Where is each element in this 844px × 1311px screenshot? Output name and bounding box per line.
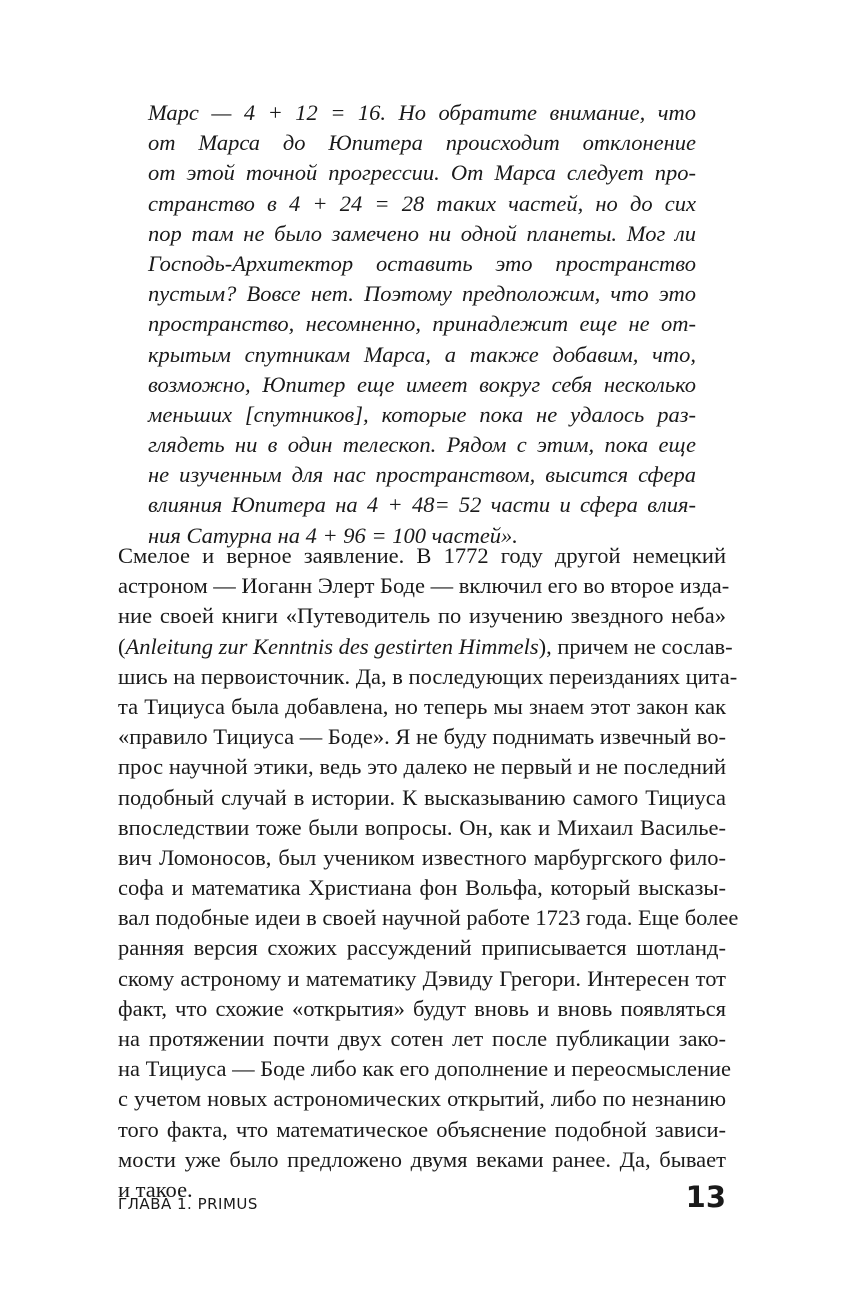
quote-line: крытым спутникам Марса, а также добавим, что, xyxy=(148,341,696,367)
page-number: 13 xyxy=(685,1180,726,1214)
quote-line: пор там не было замечено ни одной планеты. Мог ли xyxy=(148,220,696,246)
quote-line: пустым? Вовсе нет. Поэтому предположим, что это xyxy=(148,281,696,307)
paren-open: ( xyxy=(118,633,126,659)
paragraph-line: «правило Тициуса — Боде». Я не буду поднимать извечный во- xyxy=(118,724,726,750)
paragraph-line: софа и математика Христиана фон Вольфа, который высказы- xyxy=(118,875,726,901)
paragraph-line: на протяжении почти двух сотен лет после публикации зако- xyxy=(118,1026,726,1051)
quote-line: Господь-Архитектор оставить это пространство xyxy=(148,250,696,276)
quote-line: Марс — 4 + 12 = 16. Но обратите внимание, что xyxy=(148,100,696,125)
paragraph-line xyxy=(118,541,726,571)
quote-line: глядеть ни в один телескоп. Рядом с этим, пока еще xyxy=(148,432,696,458)
paragraph-line: ние своей книги «Путеводитель по изучению звездного неба» xyxy=(118,603,726,629)
paragraph-line xyxy=(118,632,733,662)
paragraph-line: впоследствии тоже были вопросы. Он, как и Михаил Васильe- xyxy=(118,814,726,840)
paragraph-line: на Тициуса — Боде либо как его дополнение и переосмысление xyxy=(118,1056,732,1082)
paragraph-line: вич Ломоносов, был учеником известного марбургского фило- xyxy=(118,844,726,870)
paragraph-line: прос научной этики, ведь это далеко не первый и не последний xyxy=(118,754,726,780)
paragraph-line: та Тициуса была добавлена, но теперь мы знаем этот закон как xyxy=(118,693,726,719)
quote-line: странство в 4 + 24 = 28 таких частей, но до сих xyxy=(148,190,696,216)
paragraph-line: ранняя версия схожих рассуждений приписывается шотланд- xyxy=(118,935,726,961)
paragraph-line: с учетом новых астрономических открытий, либо по незнанию xyxy=(118,1086,726,1112)
quote-line: меньших [спутников], которые пока не удалось раз- xyxy=(148,401,696,427)
running-footer-chapter: ГЛАВА 1. PRIMUS xyxy=(118,1195,258,1213)
paragraph-line: факт, что схожие «открытия» будут вновь и вновь появляться xyxy=(118,995,726,1021)
paragraph-line: того факта, что математическое объяснение подобной зависи- xyxy=(118,1116,726,1142)
paren-close-text: ), причем не сослав- xyxy=(538,633,733,659)
quote-line: влияния Юпитера на 4 + 48= 52 части и сфера влия- xyxy=(148,492,696,518)
paragraph-line: вал подобные идеи в своей научной работе 1723 года. Еще более xyxy=(118,905,739,931)
paragraph-line: и такое. xyxy=(118,1176,193,1202)
body-paragraph xyxy=(118,541,739,1205)
quote-line: от этой точной прогрессии. От Марса следует про- xyxy=(148,160,696,186)
paragraph-first-line: Смелое и верное заявление. В 1772 году другой немецкий xyxy=(118,543,726,568)
paragraph-line: скому астроному и математику Дэвиду Грегори. Интересен тот xyxy=(118,965,726,991)
book-title-german: Anleitung zur Kenntnis des gestirten Himmels xyxy=(125,633,539,659)
paragraph-line: шись на первоисточник. Да, в последующих переизданиях цита- xyxy=(118,663,738,689)
paragraph-line: подобный случай в истории. К высказыванию самого Тициуса xyxy=(118,784,726,810)
paragraph-line: астроном — Иоганн Элерт Боде — включил его во второе изда- xyxy=(118,573,730,599)
block-quote xyxy=(148,98,696,551)
quote-line: ния Сатурна на 4 + 96 = 100 частей». xyxy=(148,522,518,548)
quote-line: пространство, несомненно, принадлежит еще не от- xyxy=(148,311,696,337)
quote-line: не изученным для нас пространством, высится сфера xyxy=(148,462,696,488)
quote-line: от Марса до Юпитера происходит отклонение xyxy=(148,130,696,156)
quote-line: возможно, Юпитер еще имеет вокруг себя несколько xyxy=(148,371,696,397)
paragraph-line: мости уже было предложено двумя веками ранее. Да, бывает xyxy=(118,1146,726,1172)
